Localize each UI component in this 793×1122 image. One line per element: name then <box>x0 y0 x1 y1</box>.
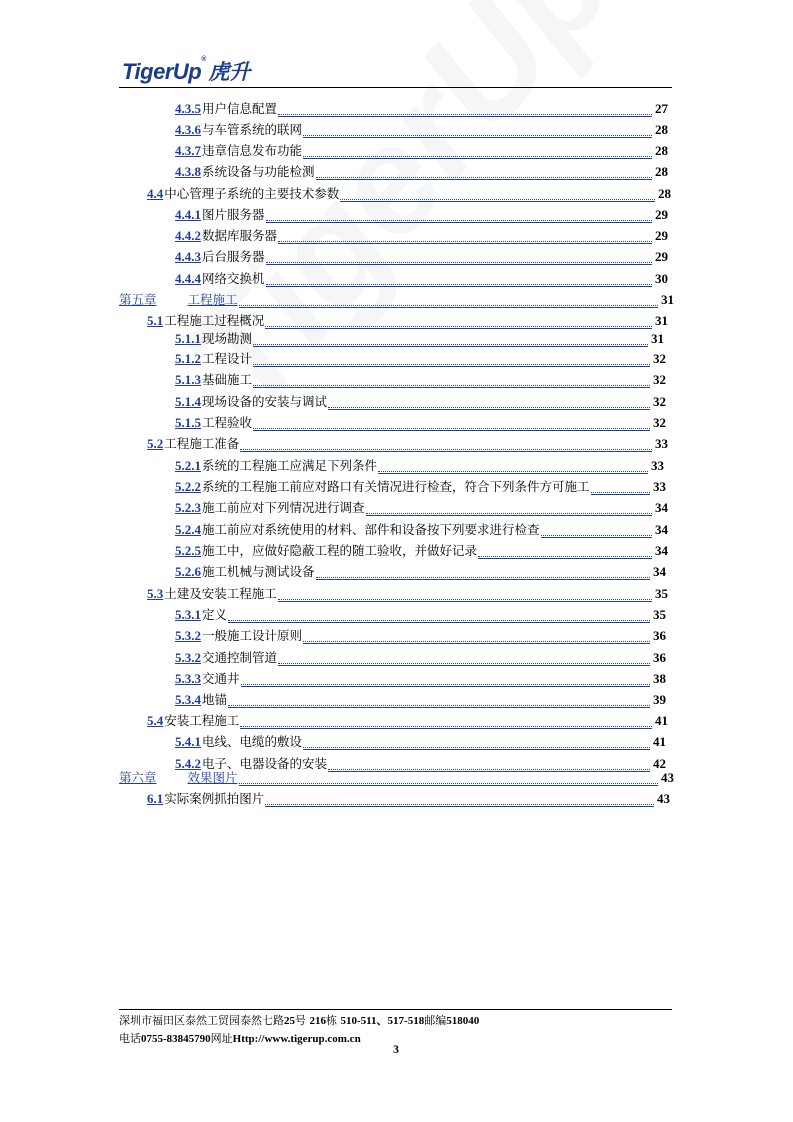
toc-entry-number[interactable]: 5.4.2 <box>175 756 201 771</box>
toc-entry[interactable] <box>175 326 664 346</box>
toc-entry-page[interactable]: 29 <box>655 249 668 264</box>
page-number: 3 <box>393 1042 399 1056</box>
toc-entry-title[interactable]: 施工前应对系统使用的材料、部件和设备按下列要求进行检查 <box>202 522 540 537</box>
toc-dot-leader <box>265 804 654 805</box>
footer-contact <box>119 1030 361 1046</box>
toc-entry-page[interactable]: 36 <box>653 628 666 643</box>
toc-entry[interactable] <box>147 181 671 201</box>
toc-entry-page[interactable]: 34 <box>653 564 666 579</box>
toc-entry-number[interactable]: 5.2.4 <box>175 522 201 537</box>
toc-entry-number[interactable]: 5.1.3 <box>175 372 201 387</box>
toc-entry-page[interactable]: 43 <box>661 770 674 785</box>
toc-entry-number[interactable]: 5.2.6 <box>175 564 201 579</box>
toc-entry-title[interactable]: 现场设备的安装与调试 <box>202 394 328 409</box>
toc-entry-title[interactable]: 效果图片 <box>187 770 238 785</box>
logo-chinese-text: 虎升 <box>208 61 251 84</box>
toc-entry-number[interactable]: 4.3.5 <box>175 101 201 116</box>
toc-entry-title[interactable]: 交通井 <box>202 671 240 686</box>
toc-dot-leader <box>303 747 650 748</box>
toc-entry[interactable] <box>175 266 668 286</box>
toc-entry-page[interactable]: 28 <box>655 122 668 137</box>
toc-dot-leader <box>328 407 650 408</box>
toc-entry-title[interactable]: 中心管理子系统的主要技术参数 <box>164 186 340 201</box>
toc-dot-leader <box>239 783 658 784</box>
toc-entry-title[interactable]: 系统设备与功能检测 <box>202 164 315 179</box>
toc-entry-title[interactable]: 电子、电器设备的安装 <box>202 756 328 771</box>
toc-entry-number[interactable]: 第六章 <box>119 770 157 785</box>
toc-dot-leader <box>266 262 652 263</box>
toc-entry-title[interactable]: 基础施工 <box>202 372 253 387</box>
toc-entry-number[interactable]: 5.1.2 <box>175 351 201 366</box>
toc-entry-page[interactable]: 28 <box>658 186 671 201</box>
header-divider <box>119 87 672 88</box>
toc-entry-number[interactable]: 5.2.1 <box>175 458 201 473</box>
toc-entry-title[interactable]: 定义 <box>202 607 228 622</box>
toc-entry[interactable] <box>175 389 666 409</box>
toc-entry-title[interactable]: 系统的工程施工应满足下列条件 <box>202 458 378 473</box>
toc-entry-number[interactable]: 4.3.8 <box>175 164 201 179</box>
toc-entry[interactable] <box>147 431 668 451</box>
toc-dot-leader <box>541 535 652 536</box>
toc-dot-leader <box>253 364 650 365</box>
toc-entry-title[interactable]: 系统的工程施工前应对路口有关情况进行检查，符合下列条件方可施工 <box>202 479 590 494</box>
toc-entry-number[interactable]: 5.3.2 <box>175 628 201 643</box>
toc-dot-leader <box>278 114 652 115</box>
toc-dot-leader <box>316 577 650 578</box>
toc-entry[interactable] <box>147 581 668 601</box>
toc-dot-leader <box>303 156 652 157</box>
toc-entry-number[interactable]: 5.2.3 <box>175 500 201 515</box>
toc-entry[interactable] <box>175 729 666 749</box>
toc-dot-leader <box>378 471 648 472</box>
toc-entry-number[interactable]: 5.1.1 <box>175 331 201 346</box>
toc-entry-page[interactable]: 31 <box>655 313 668 328</box>
toc-entry-number[interactable]: 5.3.2 <box>175 650 201 665</box>
toc-entry-page[interactable]: 31 <box>651 331 664 346</box>
toc-entry[interactable] <box>175 117 668 137</box>
address-rooms: 510-511、517-518 <box>340 1015 425 1027</box>
toc-entry[interactable] <box>175 453 664 473</box>
toc-entry-number[interactable]: 5.3.1 <box>175 607 201 622</box>
toc-entry-number[interactable]: 4.4.3 <box>175 249 201 264</box>
toc-dot-leader <box>278 241 652 242</box>
toc-entry-number[interactable]: 4.3.6 <box>175 122 201 137</box>
toc-dot-leader <box>253 385 650 386</box>
toc-entry-number[interactable]: 第五章 <box>119 292 157 307</box>
toc-entry-title[interactable]: 交通控制管道 <box>202 650 278 665</box>
toc-entry-page[interactable]: 27 <box>655 101 668 116</box>
address-prefix: 深圳市福田区泰然工贸园泰然七路 <box>119 1014 284 1027</box>
toc-entry[interactable] <box>175 367 666 387</box>
toc-entry[interactable] <box>147 786 670 806</box>
toc-entry-title[interactable]: 一般施工设计原则 <box>202 628 303 643</box>
toc-dot-leader <box>316 177 652 178</box>
toc-entry[interactable] <box>175 138 668 158</box>
toc-entry-title[interactable]: 工程施工过程概况 <box>164 313 265 328</box>
toc-dot-leader <box>266 284 652 285</box>
toc-entry-page[interactable]: 33 <box>651 458 664 473</box>
footer-divider <box>119 1009 672 1010</box>
toc-entry[interactable] <box>147 708 668 728</box>
toc-entry-title[interactable]: 后台服务器 <box>202 249 265 264</box>
phone-label: 电话 <box>119 1032 141 1045</box>
toc-entry-number[interactable]: 5.4 <box>147 713 164 728</box>
toc-dot-leader <box>278 599 652 600</box>
toc-entry-title[interactable]: 安装工程施工 <box>164 713 240 728</box>
toc-entry[interactable] <box>175 96 668 116</box>
website-label: 网址 <box>210 1032 233 1045</box>
toc-entry[interactable] <box>175 159 668 179</box>
toc-entry-title[interactable]: 与车管系统的联网 <box>202 122 303 137</box>
address-mid2: 栋 <box>326 1014 337 1027</box>
toc-entry-page[interactable]: 38 <box>653 671 666 686</box>
address-building: 216 <box>309 1015 326 1027</box>
toc-entry[interactable] <box>175 346 666 366</box>
toc-entry-number[interactable]: 5.2.5 <box>175 543 201 558</box>
toc-dot-leader <box>253 428 650 429</box>
toc-entry-number[interactable]: 4.4.1 <box>175 207 201 222</box>
toc-entry[interactable] <box>175 244 668 264</box>
website-url: Http://www.tigerup.com.cn <box>232 1033 361 1045</box>
toc-entry-page[interactable]: 36 <box>653 650 666 665</box>
toc-entry-title[interactable]: 违章信息发布功能 <box>202 143 303 158</box>
toc-entry-number[interactable]: 5.3.4 <box>175 692 201 707</box>
toc-dot-leader <box>591 492 650 493</box>
toc-entry-title[interactable]: 土建及安装工程施工 <box>164 586 277 601</box>
logo-brand-text: TigerUp <box>122 59 202 84</box>
toc-entry-number[interactable]: 4.4.4 <box>175 271 201 286</box>
address-mid: 号 <box>295 1014 306 1027</box>
toc-entry-number[interactable]: 5.1.4 <box>175 394 201 409</box>
toc-entry-page[interactable]: 32 <box>653 351 666 366</box>
toc-entry-number[interactable]: 5.1 <box>147 313 164 328</box>
toc-dot-leader <box>241 684 650 685</box>
postcode-label: 邮编 <box>424 1014 447 1027</box>
company-logo <box>122 56 250 86</box>
toc-entry-page[interactable]: 42 <box>653 756 666 771</box>
toc-dot-leader <box>278 663 650 664</box>
toc-entry-number[interactable]: 5.1.5 <box>175 415 201 430</box>
toc-dot-leader <box>228 705 650 706</box>
toc-dot-leader <box>228 620 650 621</box>
toc-entry-title[interactable]: 实际案例抓拍图片 <box>164 791 265 806</box>
toc-entry-title[interactable]: 电线、电缆的敷设 <box>202 734 303 749</box>
toc-entry-number[interactable]: 6.1 <box>147 791 164 806</box>
toc-entry-page[interactable]: 39 <box>653 692 666 707</box>
toc-entry[interactable] <box>147 308 668 328</box>
toc-entry-number[interactable]: 4.4.2 <box>175 228 201 243</box>
toc-entry-title[interactable]: 图片服务器 <box>202 207 265 222</box>
toc-entry[interactable] <box>175 666 666 686</box>
toc-entry-number[interactable]: 5.3 <box>147 586 164 601</box>
toc-entry-title[interactable]: 地锚 <box>202 692 228 707</box>
toc-entry-page[interactable]: 34 <box>655 543 668 558</box>
toc-entry-title[interactable]: 施工中，应做好隐蔽工程的随工验收，并做好记录 <box>202 543 478 558</box>
toc-entry-page[interactable]: 34 <box>655 522 668 537</box>
toc-entry-page[interactable]: 35 <box>655 586 668 601</box>
toc-entry-title[interactable]: 现场勘测 <box>202 331 253 346</box>
toc-entry-title[interactable]: 网络交换机 <box>202 271 265 286</box>
toc-dot-leader <box>303 641 650 642</box>
toc-entry[interactable] <box>175 223 668 243</box>
toc-entry-page[interactable]: 29 <box>655 207 668 222</box>
toc-entry-page[interactable]: 41 <box>655 713 668 728</box>
toc-entry[interactable] <box>175 410 666 430</box>
toc-entry-page[interactable]: 30 <box>655 271 668 286</box>
toc-entry[interactable] <box>175 495 668 515</box>
toc-entry-page[interactable]: 34 <box>655 500 668 515</box>
toc-entry-page[interactable]: 32 <box>653 415 666 430</box>
phone-number: 0755-83845790 <box>141 1033 211 1045</box>
toc-entry-title[interactable]: 施工前应对下列情况进行调查 <box>202 500 365 515</box>
toc-entry-title[interactable]: 用户信息配置 <box>202 101 278 116</box>
toc-dot-leader <box>303 135 652 136</box>
toc-entry[interactable] <box>175 474 666 494</box>
toc-entry-page[interactable]: 33 <box>653 479 666 494</box>
toc-entry[interactable] <box>175 602 666 622</box>
toc-entry-number[interactable]: 4.4 <box>147 186 164 201</box>
toc-dot-leader <box>240 449 652 450</box>
toc-dot-leader <box>478 556 652 557</box>
toc-entry-page[interactable]: 43 <box>657 791 670 806</box>
toc-dot-leader <box>239 305 658 306</box>
toc-dot-leader <box>366 513 652 514</box>
toc-entry[interactable] <box>175 687 666 707</box>
toc-entry-page[interactable]: 32 <box>653 394 666 409</box>
toc-entry[interactable] <box>175 202 668 222</box>
toc-entry-page[interactable]: 32 <box>653 372 666 387</box>
toc-entry-page[interactable]: 28 <box>655 164 668 179</box>
toc-entry-page[interactable]: 28 <box>655 143 668 158</box>
toc-entry-page[interactable]: 31 <box>661 292 674 307</box>
toc-chapter-entry[interactable] <box>119 765 674 785</box>
toc-entry-title[interactable]: 工程施工 <box>187 292 238 307</box>
toc-entry-number[interactable]: 5.2.2 <box>175 479 201 494</box>
address-number: 25 <box>284 1015 295 1027</box>
toc-entry-page[interactable]: 41 <box>653 734 666 749</box>
toc-entry[interactable] <box>175 623 666 643</box>
toc-entry-title[interactable]: 工程设计 <box>202 351 253 366</box>
toc-entry-page[interactable]: 33 <box>655 436 668 451</box>
toc-entry-title[interactable]: 工程验收 <box>202 415 253 430</box>
toc-dot-leader <box>253 344 648 345</box>
toc-entry[interactable] <box>175 517 668 537</box>
footer-address <box>119 1012 479 1028</box>
toc-entry-number[interactable]: 5.3.3 <box>175 671 201 686</box>
toc-dot-leader <box>240 726 652 727</box>
logo-registered-mark: ® <box>201 56 207 63</box>
toc-entry-title[interactable]: 施工机械与测试设备 <box>202 564 315 579</box>
toc-entry[interactable] <box>175 559 666 579</box>
toc-entry-title[interactable]: 数据库服务器 <box>202 228 278 243</box>
toc-entry-number[interactable]: 4.3.7 <box>175 143 201 158</box>
toc-entry-page[interactable]: 29 <box>655 228 668 243</box>
toc-dot-leader <box>266 220 652 221</box>
toc-entry-title[interactable]: 工程施工准备 <box>164 436 240 451</box>
toc-entry-page[interactable]: 35 <box>653 607 666 622</box>
toc-dot-leader <box>340 199 655 200</box>
postcode: 518040 <box>446 1015 480 1027</box>
toc-entry-number[interactable]: 5.4.1 <box>175 734 201 749</box>
toc-entry[interactable] <box>175 538 668 558</box>
toc-chapter-entry[interactable] <box>119 287 674 307</box>
toc-entry[interactable] <box>175 645 666 665</box>
toc-entry-number[interactable]: 5.2 <box>147 436 164 451</box>
